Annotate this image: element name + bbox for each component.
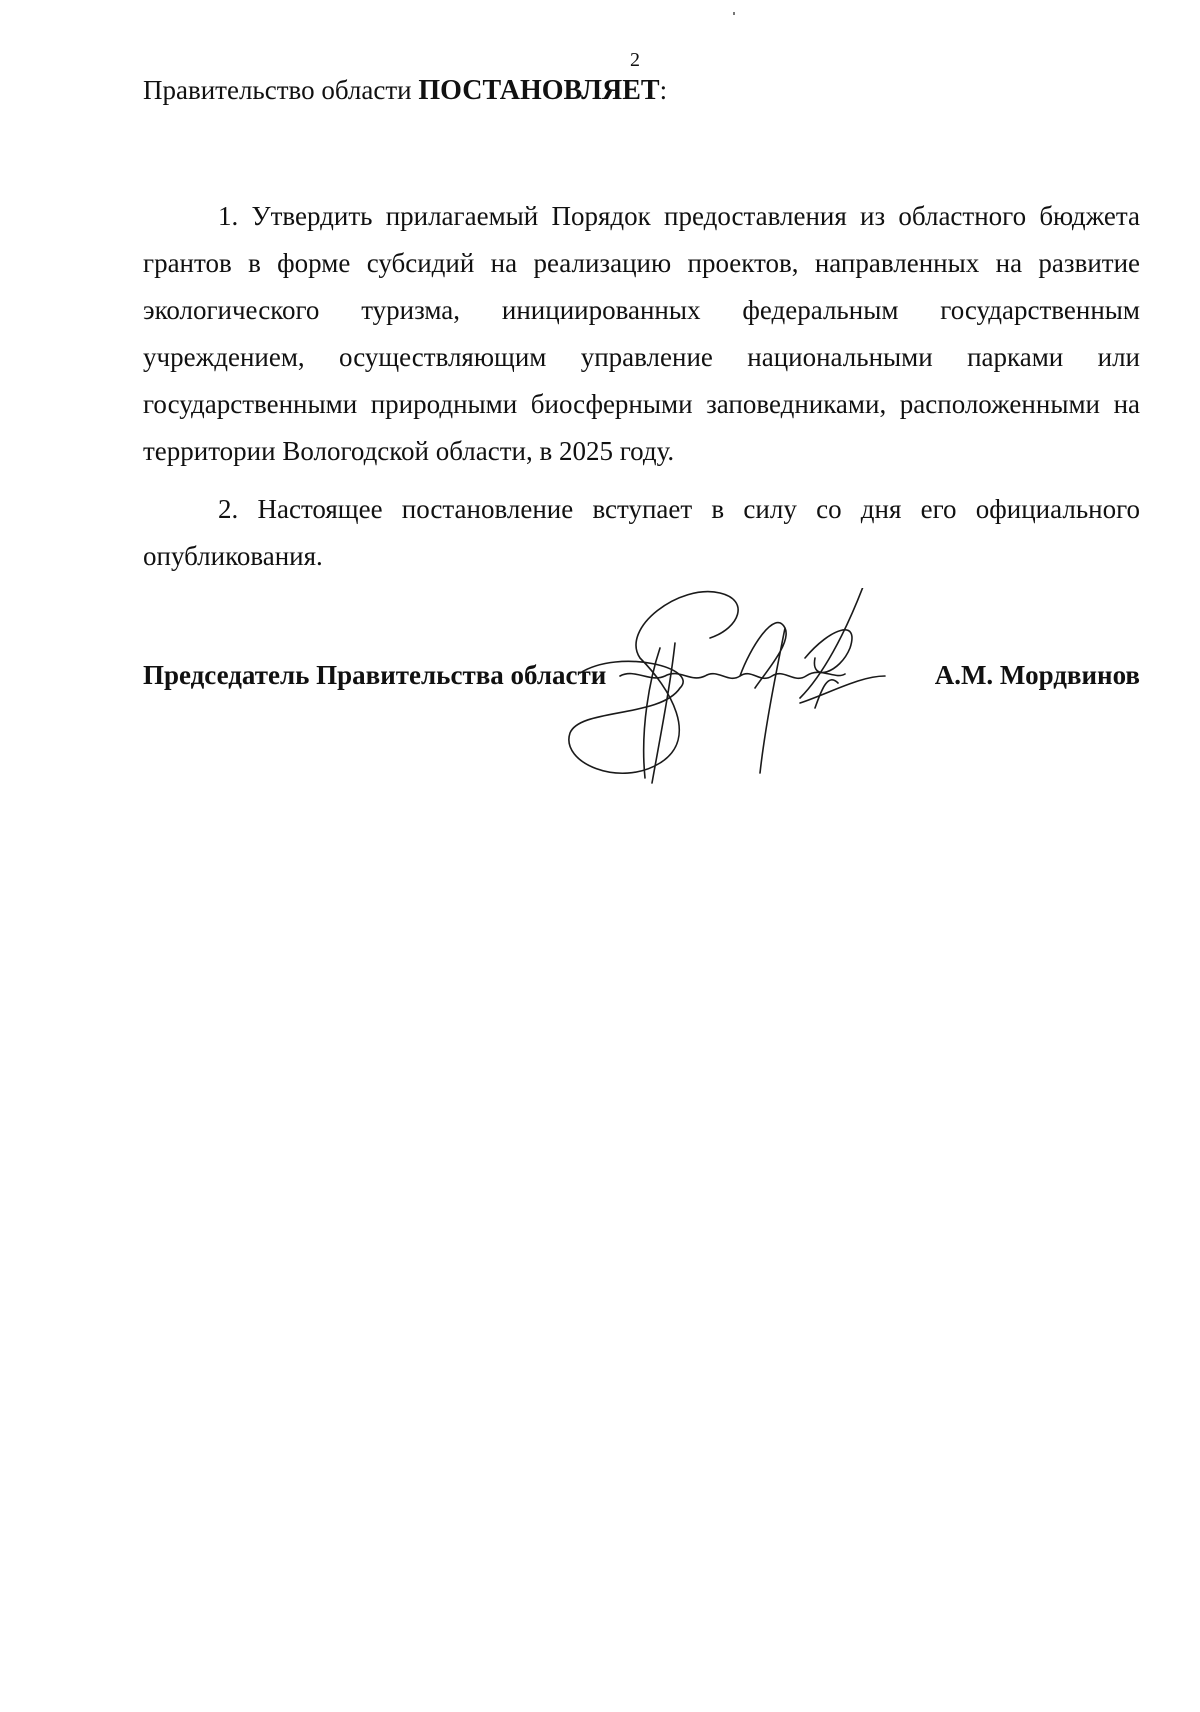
decree-intro-colon: : [659,75,668,105]
signature-stroke-central [644,643,675,783]
signature-stroke-loop [569,592,738,774]
decree-intro-keyword: ПОСТАНОВЛЯЕТ [418,75,660,106]
signature-stroke-right [740,623,852,773]
handwritten-signature [560,588,950,788]
decree-item-1: 1. Утвердить прилагаемый Порядок предоставления из областного бюджета грантов в форме субсидий на реализацию проектов, направленных на развитие экологического туризма, инициированных федеральным государственным учреждением, осуществляющим управление национальными парками или государственными природными биосферными заповедниками, расположенными на территории Вологодской области, в 2025 году. [143,201,1140,466]
decree-item-2: 2. Настоящее постановление вступает в силу со дня его официального опубликования. [143,494,1140,571]
decree-intro-text: Правительство области [143,75,419,105]
page-number: 2 [630,49,640,71]
signature-stroke-tail [800,676,885,703]
decree-intro [143,72,667,109]
scan-speck [733,12,735,15]
signatory-role: Председатель Правительства области [143,660,607,690]
signatory-name: А.М. Мордвинов [934,660,1140,690]
